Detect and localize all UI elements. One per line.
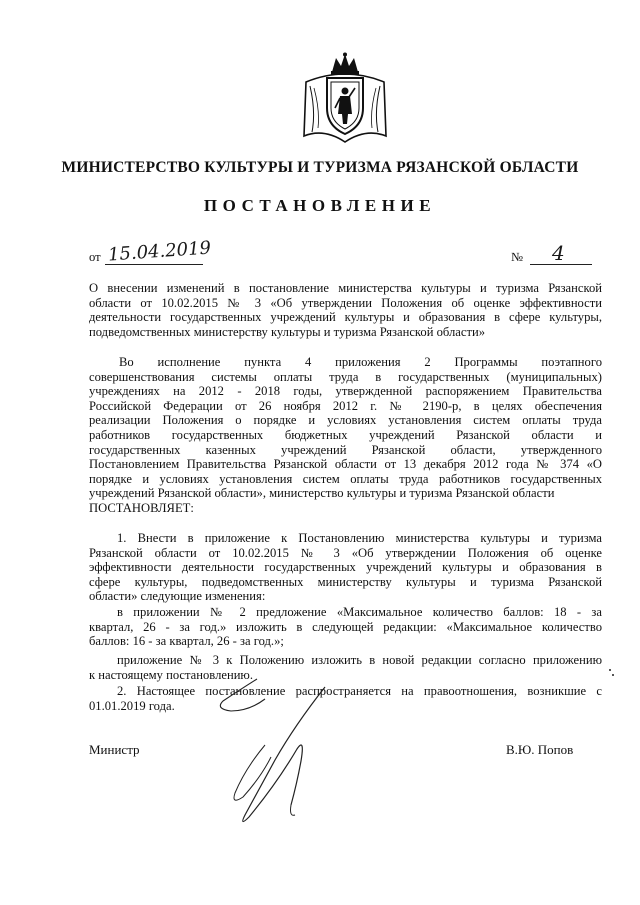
item-1-line: сфере культуры, подведомственных министерству культуры и туризма Рязанской <box>89 574 602 589</box>
item-1-line: области» следующие изменения: <box>89 589 266 604</box>
resolves-heading: ПОСТАНОВЛЯЕТ: <box>89 500 194 515</box>
signatory-name: В.Ю. Попов <box>506 742 574 757</box>
change-2-line: приложение № 3 к Положению изложить в новой редакции согласно приложению <box>117 653 602 667</box>
number-prefix: № <box>511 250 524 264</box>
preamble-line: учреждениях на 2012 - 2018 годы, утвержденной распоряжением Правительства <box>89 384 602 399</box>
preamble-line: Во исполнение пункта 4 приложения 2 Программы поэтапного <box>119 355 602 369</box>
preamble-line: работников государственных бюджетных учреждений Рязанской области и <box>89 427 602 442</box>
date-prefix: от <box>89 250 101 264</box>
preamble-line: государственных казенных учреждений Рязанской области, утвержденного <box>89 442 602 457</box>
coat-of-arms-emblem <box>300 52 390 144</box>
item-1-line: 1. Внести в приложение к Постановлению министерства культуры и туризма <box>117 531 602 545</box>
preamble-line: совершенствования системы оплаты труда в государственных (муниципальных) <box>89 369 602 384</box>
preamble-line: Постановлением Правительства Рязанской области от 13 декабря 2012 года № 374 «О <box>89 457 602 472</box>
item-1-line: эффективности деятельности государственных учреждений культуры и образования в <box>89 560 602 575</box>
change-1-line: баллов: 16 - за квартал, 26 - за год.»; <box>89 634 284 649</box>
change-1-paragraph <box>89 605 602 649</box>
organization-name: МИНИСТЕРСТВО КУЛЬТУРЫ И ТУРИЗМА РЯЗАНСКОЙ ОБЛАСТИ <box>61 159 579 176</box>
change-1-line: квартал, 26 - за год.» изложить в следующей редакции: «Максимальное количество <box>89 619 602 634</box>
number-handwritten: 4 <box>552 241 565 265</box>
preamble-line: Российской Федерации от 26 ноября 2012 г. № 2190-р, в целях обеспечения <box>89 398 602 413</box>
preamble-line: реализации Положения о порядке и условиях установления систем оплаты труда <box>89 413 602 428</box>
item-1-line: Рязанской области от 10.02.2015 № 3 «Об утверждении Положения об оценке <box>89 545 602 560</box>
change-1-line: в приложении № 2 предложение «Максимальное количество баллов: 18 - за <box>117 605 602 619</box>
preamble-line: учреждений Рязанской области», министерство культуры и туризма Рязанской области <box>89 486 555 501</box>
margin-mark <box>608 665 616 677</box>
change-2-line: к настоящему постановлению. <box>89 667 253 682</box>
signatory-position: Министр <box>89 742 140 757</box>
subject-line: О внесении изменений в постановление министерства культуры и туризма Рязанской <box>89 281 602 295</box>
preamble-paragraph <box>89 355 602 516</box>
document-type-title: ПОСТАНОВЛЕНИЕ <box>203 196 437 215</box>
preamble-line: порядке и условиях установления систем оплаты труда работников государственных <box>89 471 602 486</box>
item-2-line: 2. Настоящее постановление распространяется на правоотношения, возникшие с <box>117 684 602 698</box>
handwritten-signature <box>205 665 355 835</box>
subject-line: деятельности государственных учреждений культуры и образования в сфере культуры, <box>89 310 602 325</box>
item-1-paragraph <box>89 531 602 604</box>
item-2-line: 01.01.2019 года. <box>89 698 175 713</box>
subject-line: подведомственных министерству культуры и туризма Рязанской области» <box>89 324 485 339</box>
document-subject <box>89 281 602 339</box>
subject-line: области от 10.02.2015 № 3 «Об утверждении Положения об оценке эффективности <box>89 295 602 310</box>
date-handwritten: 15.04.2019 <box>107 237 212 266</box>
